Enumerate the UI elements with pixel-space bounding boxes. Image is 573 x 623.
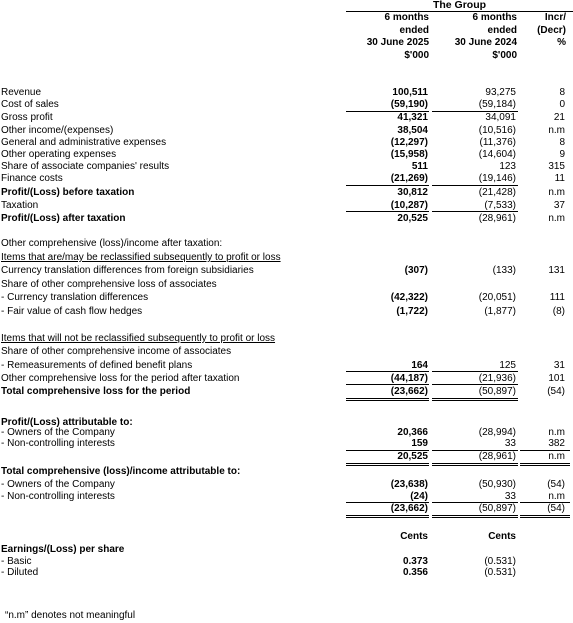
footnote: “n.m” denotes not meaningful bbox=[5, 610, 136, 621]
column-header-line: $'000 bbox=[492, 49, 517, 61]
row-cost-of-sales bbox=[0, 99, 573, 110]
value-2024: (59,184) bbox=[478, 99, 516, 110]
value-change: n.m bbox=[548, 187, 565, 198]
row-g-and-a-expenses bbox=[0, 137, 573, 148]
row-tci-attributable-heading bbox=[0, 466, 573, 477]
row-not-reclassified-heading bbox=[0, 333, 573, 344]
double-rule bbox=[520, 515, 570, 518]
value-change: 8 bbox=[559, 137, 565, 148]
rule bbox=[346, 371, 429, 372]
row-label: Earnings/(Loss) per share bbox=[1, 544, 125, 555]
value-2024: (10,516) bbox=[478, 125, 516, 136]
value-2025: (23,638) bbox=[390, 479, 428, 490]
double-rule bbox=[432, 515, 518, 518]
row-currency-translation-differences bbox=[0, 292, 573, 303]
row-label: Profit/(Loss) after taxation bbox=[1, 213, 126, 224]
value-2024: (19,146) bbox=[478, 173, 516, 184]
value-2024: 34,091 bbox=[485, 112, 516, 123]
value-change: n.m bbox=[548, 451, 565, 462]
value-change: 111 bbox=[549, 292, 565, 303]
value-2025: (23,662) bbox=[390, 386, 428, 397]
value-2025: (307) bbox=[404, 265, 428, 276]
value-2025: 41,321 bbox=[397, 112, 428, 123]
value-change: 131 bbox=[548, 265, 565, 276]
row-tci-owners bbox=[0, 479, 573, 490]
rule bbox=[432, 384, 518, 385]
value-change: n.m bbox=[548, 491, 565, 502]
rule bbox=[432, 211, 518, 212]
value-change: (54) bbox=[547, 479, 565, 490]
row-eps-diluted bbox=[0, 567, 573, 578]
value-change: n.m bbox=[548, 427, 565, 438]
value-2025: (10,287) bbox=[390, 200, 428, 211]
value-change: 382 bbox=[548, 438, 565, 449]
value-2025: (23,662) bbox=[390, 503, 428, 514]
row-label: Currency translation differences from foreign subsidiaries bbox=[1, 265, 254, 276]
value-change: 21 bbox=[553, 112, 565, 123]
value-change: 9 bbox=[559, 149, 565, 160]
row-label: Cost of sales bbox=[1, 99, 59, 110]
unit-label: Cents bbox=[488, 531, 516, 542]
value-2025: 0.356 bbox=[402, 567, 428, 578]
column-header-line: % bbox=[557, 37, 566, 48]
value-2024: (50,930) bbox=[478, 479, 516, 490]
row-nci bbox=[0, 438, 573, 449]
value-2025: (15,958) bbox=[390, 149, 428, 160]
row-share-of-associates bbox=[0, 161, 573, 172]
value-2024: (50,897) bbox=[478, 503, 516, 514]
value-change: 315 bbox=[548, 161, 565, 172]
value-2024: (28,961) bbox=[478, 213, 516, 224]
value-change: 31 bbox=[553, 360, 565, 371]
value-2024: (14,604) bbox=[478, 149, 516, 160]
value-change: 37 bbox=[553, 200, 565, 211]
double-rule bbox=[432, 398, 518, 401]
value-2025: 20,525 bbox=[397, 451, 428, 462]
column-header-line: 6 months bbox=[472, 12, 517, 23]
value-2025: 511 bbox=[411, 161, 428, 172]
row-other-operating-expenses bbox=[0, 149, 573, 160]
row-tci-nci bbox=[0, 491, 573, 502]
row-share-oci-income-associates bbox=[0, 346, 573, 357]
column-header-line: 6 months bbox=[384, 12, 429, 23]
value-change: n.m bbox=[548, 125, 565, 136]
row-label: Share of other comprehensive income of associates bbox=[1, 346, 232, 357]
value-2024: 125 bbox=[499, 360, 516, 371]
column-header-line: (Decr) bbox=[537, 24, 566, 36]
value-2025: (1,722) bbox=[396, 306, 428, 317]
row-remeasurements bbox=[0, 360, 573, 371]
double-rule bbox=[346, 398, 429, 401]
value-2025: 20,525 bbox=[397, 213, 428, 224]
row-label: Taxation bbox=[1, 200, 39, 211]
row-gross-profit bbox=[0, 112, 573, 123]
value-2025: (42,322) bbox=[390, 292, 428, 303]
row-label: Share of other comprehensive loss of associates bbox=[1, 279, 217, 290]
row-label: Other comprehensive loss for the period after taxation bbox=[1, 373, 240, 384]
row-taxation bbox=[0, 200, 573, 211]
value-change: 11 bbox=[554, 173, 565, 184]
column-header-line: $'000 bbox=[404, 49, 429, 61]
row-label: Share of associate companies' results bbox=[1, 161, 170, 172]
row-label: Total comprehensive (loss)/income attributable to: bbox=[1, 466, 241, 477]
row-attributable-total bbox=[0, 451, 573, 462]
column-header-line: Incr/ bbox=[544, 12, 566, 23]
group-header: The Group bbox=[346, 0, 573, 12]
value-change: (54) bbox=[547, 386, 565, 397]
value-2025: 30,812 bbox=[397, 187, 428, 198]
row-tci-total bbox=[0, 503, 573, 514]
column-header-2025 bbox=[346, 12, 429, 62]
row-label: - Diluted bbox=[1, 567, 39, 578]
column-header-line: ended bbox=[399, 24, 429, 36]
value-2024: (1,877) bbox=[484, 306, 516, 317]
value-2024: 33 bbox=[504, 491, 516, 502]
value-2025: 164 bbox=[411, 360, 428, 371]
row-reclassified-heading bbox=[0, 252, 573, 263]
row-label: - Remeasurements of defined benefit plans bbox=[1, 360, 193, 371]
row-label: Other operating expenses bbox=[1, 149, 117, 160]
value-change: n.m bbox=[548, 213, 565, 224]
value-2024: (28,961) bbox=[478, 451, 516, 462]
value-change: 101 bbox=[548, 373, 565, 384]
row-label: Gross profit bbox=[1, 112, 53, 123]
unit-label: Cents bbox=[400, 531, 428, 542]
row-label: Profit/(Loss) before taxation bbox=[1, 187, 135, 198]
value-change: 0 bbox=[559, 99, 565, 110]
value-2024: (50,897) bbox=[478, 386, 516, 397]
value-2024: (11,376) bbox=[479, 137, 516, 148]
value-2024: 33 bbox=[504, 438, 516, 449]
row-label: Total comprehensive loss for the period bbox=[1, 386, 191, 397]
row-oci-heading bbox=[0, 238, 573, 249]
row-label: Items that are/may be reclassified subsequently to profit or loss bbox=[1, 252, 281, 263]
row-label: Finance costs bbox=[1, 173, 63, 184]
row-label: - Fair value of cash flow hedges bbox=[1, 306, 143, 317]
row-currency-translation-subsidiaries bbox=[0, 265, 573, 276]
value-2024: (0.531) bbox=[484, 567, 516, 578]
row-label: - Owners of the Company bbox=[1, 427, 115, 438]
value-2025: 38,504 bbox=[397, 125, 428, 136]
value-2025: 100,511 bbox=[392, 87, 428, 98]
value-2024: (133) bbox=[492, 265, 516, 276]
column-header-line: 30 June 2025 bbox=[366, 37, 429, 48]
row-label: - Owners of the Company bbox=[1, 479, 115, 490]
row-eps-heading bbox=[0, 544, 573, 555]
value-2024: 123 bbox=[499, 161, 516, 172]
value-2024: (20,051) bbox=[478, 292, 516, 303]
row-label: - Non-controlling interests bbox=[1, 491, 115, 502]
row-owners bbox=[0, 427, 573, 438]
row-label: General and administrative expenses bbox=[1, 137, 167, 148]
rule bbox=[346, 185, 429, 186]
row-oci-loss-after-tax bbox=[0, 373, 573, 384]
value-2024: (21,428) bbox=[478, 187, 516, 198]
row-label: - Basic bbox=[1, 556, 32, 567]
value-2025: 159 bbox=[411, 438, 428, 449]
column-header-line: 30 June 2024 bbox=[454, 37, 517, 48]
value-2024: (21,936) bbox=[478, 373, 516, 384]
row-profit-before-tax bbox=[0, 187, 573, 198]
row-label: - Currency translation differences bbox=[1, 292, 149, 303]
row-label: Other income/(expenses) bbox=[1, 125, 114, 136]
row-label: Other comprehensive (loss)/income after taxation: bbox=[1, 238, 223, 249]
value-change: (8) bbox=[552, 306, 565, 317]
value-change: 8 bbox=[559, 87, 565, 98]
value-2025: (59,190) bbox=[390, 99, 428, 110]
row-label: Profit/(Loss) attributable to: bbox=[1, 417, 133, 428]
row-label: Revenue bbox=[1, 87, 42, 98]
value-2024: 93,275 bbox=[485, 87, 516, 98]
row-profit-after-tax bbox=[0, 213, 573, 224]
value-2025: (21,269) bbox=[390, 173, 428, 184]
value-2025: (24) bbox=[410, 491, 428, 502]
row-label: Items that will not be reclassified subsequently to profit or loss bbox=[1, 333, 276, 344]
value-change: (54) bbox=[547, 503, 565, 514]
row-revenue bbox=[0, 87, 573, 98]
rule bbox=[432, 371, 518, 372]
row-label: - Non-controlling interests bbox=[1, 438, 115, 449]
value-2025: 20,366 bbox=[397, 427, 428, 438]
row-share-oci-loss-associates bbox=[0, 279, 573, 290]
value-2025: (44,187) bbox=[390, 373, 428, 384]
column-header-line: ended bbox=[487, 24, 517, 36]
row-cents-header bbox=[0, 531, 573, 542]
value-2024: (7,533) bbox=[484, 200, 516, 211]
row-other-income bbox=[0, 125, 573, 136]
row-cash-flow-hedges bbox=[0, 306, 573, 317]
rule bbox=[346, 211, 429, 212]
row-finance-costs bbox=[0, 173, 573, 184]
value-2024: (28,994) bbox=[478, 427, 516, 438]
double-rule bbox=[346, 515, 429, 518]
value-2024: (0.531) bbox=[484, 556, 516, 567]
column-header-change bbox=[520, 12, 566, 50]
row-eps-basic bbox=[0, 556, 573, 567]
column-header-2024 bbox=[430, 12, 517, 62]
rule bbox=[346, 384, 429, 385]
value-2025: (12,297) bbox=[390, 137, 428, 148]
rule bbox=[432, 185, 518, 186]
row-total-comprehensive-loss bbox=[0, 386, 573, 397]
value-2025: 0.373 bbox=[402, 556, 428, 567]
